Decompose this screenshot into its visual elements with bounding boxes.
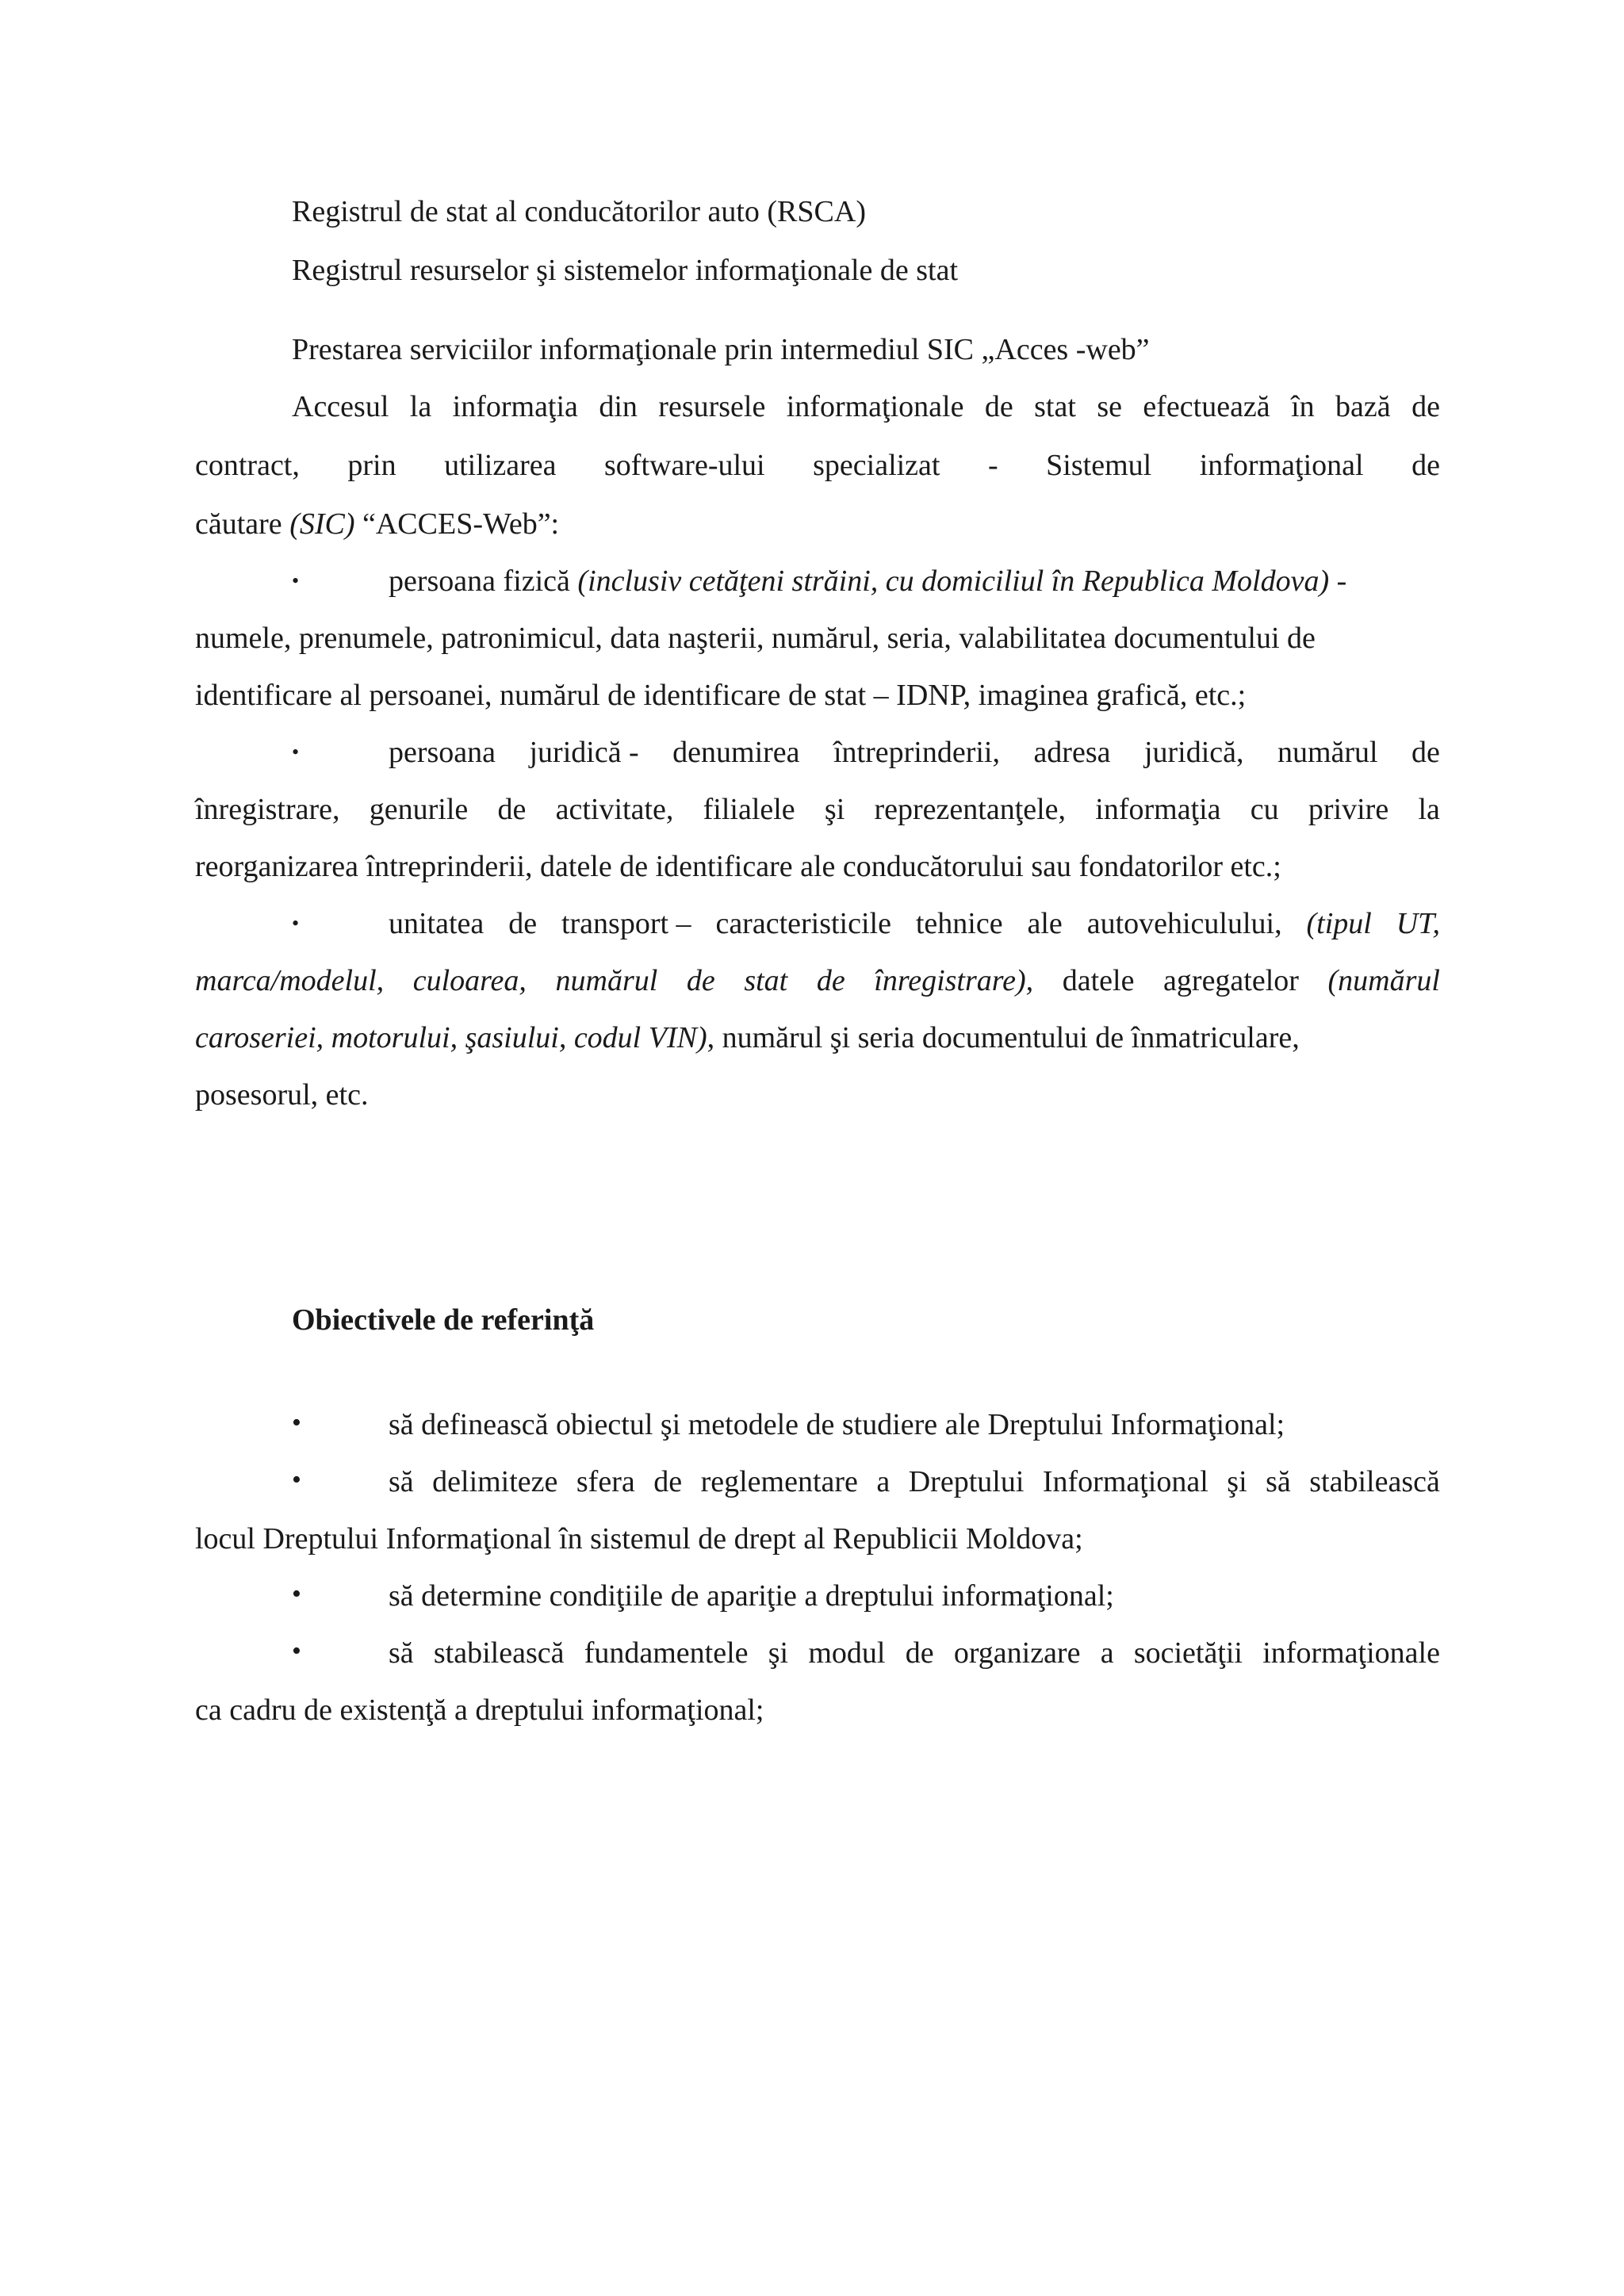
intro-line-2: contract, prin utilizarea software-ului specializat - Sistemul informaţional de — [195, 449, 1440, 482]
register-rsca: Registrul de stat al conducătorilor auto (RSCA) — [292, 195, 866, 228]
bullet-icon: • — [292, 1579, 301, 1609]
vehicle-line-1: unitatea de transport – caracteristicile tehnice ale autovehiculului, (tipul UT, — [389, 907, 1440, 940]
objective-item-3: să determine condiţiile de apariţie a dreptului informaţional; — [389, 1579, 1114, 1613]
register-resources: Registrul resurselor şi sistemelor informaţionale de stat — [292, 254, 959, 287]
bullet-icon: • — [292, 1408, 301, 1437]
legal-line-3: reorganizarea întreprinderii, datele de identificare ale conducătorului sau fondatorilor etc.; — [195, 850, 1281, 883]
bullet-icon: • — [292, 740, 300, 763]
vehicle-line-3: caroseriei, motorului, şasiului, codul VIN), numărul şi seria documentului de înmatriculare, — [195, 1021, 1300, 1054]
person-line-1: persoana fizică (inclusiv cetăţeni străini, cu domiciliul în Republica Moldova) - — [389, 564, 1347, 598]
intro-line-3: căutare (SIC) “ACCES-Web”: — [195, 507, 560, 541]
person-line-2: numele, prenumele, patronimicul, data naşterii, numărul, seria, valabilitatea documentului de — [195, 622, 1316, 655]
vehicle-line-4: posesorul, etc. — [195, 1078, 369, 1112]
person-line-3: identificare al persoanei, numărul de identificare de stat – IDNP, imaginea grafică, etc.; — [195, 679, 1247, 712]
objective-item-4-line-1: să stabilească fundamentele şi modul de organizare a societăţii informaţionale — [389, 1636, 1440, 1670]
bullet-icon: • — [292, 1636, 301, 1666]
objective-item-1: să definească obiectul şi metodele de studiere ale Dreptului Informaţional; — [389, 1408, 1285, 1441]
bullet-icon: • — [292, 1465, 301, 1494]
objective-item-2-line-1: să delimiteze sfera de reglementare a Dreptului Informaţional şi să stabilească — [389, 1465, 1440, 1498]
legal-line-2: înregistrare, genurile de activitate, filialele şi reprezentanţele, informaţia cu privire la — [195, 793, 1440, 826]
intro-line-1: Accesul la informaţia din resursele informaţionale de stat se efectuează în bază de — [292, 390, 1440, 423]
objectives-heading: Obiectivele de referinţă — [292, 1303, 595, 1337]
objective-item-2-line-2: locul Dreptului Informaţional în sistemul de drept al Republicii Moldova; — [195, 1522, 1083, 1556]
legal-line-1: persoana juridică - denumirea întreprinderii, adresa juridică, numărul de — [389, 736, 1440, 769]
vehicle-line-2: marca/modelul, culoarea, numărul de stat de înregistrare), datele agregatelor (numărul — [195, 964, 1440, 997]
bullet-icon: • — [292, 569, 300, 592]
bullet-icon: • — [292, 912, 300, 935]
objective-item-4-line-2: ca cadru de existenţă a dreptului informaţional; — [195, 1693, 764, 1727]
services-title: Prestarea serviciilor informaţionale prin intermediul SIC „Acces -web” — [292, 333, 1150, 366]
